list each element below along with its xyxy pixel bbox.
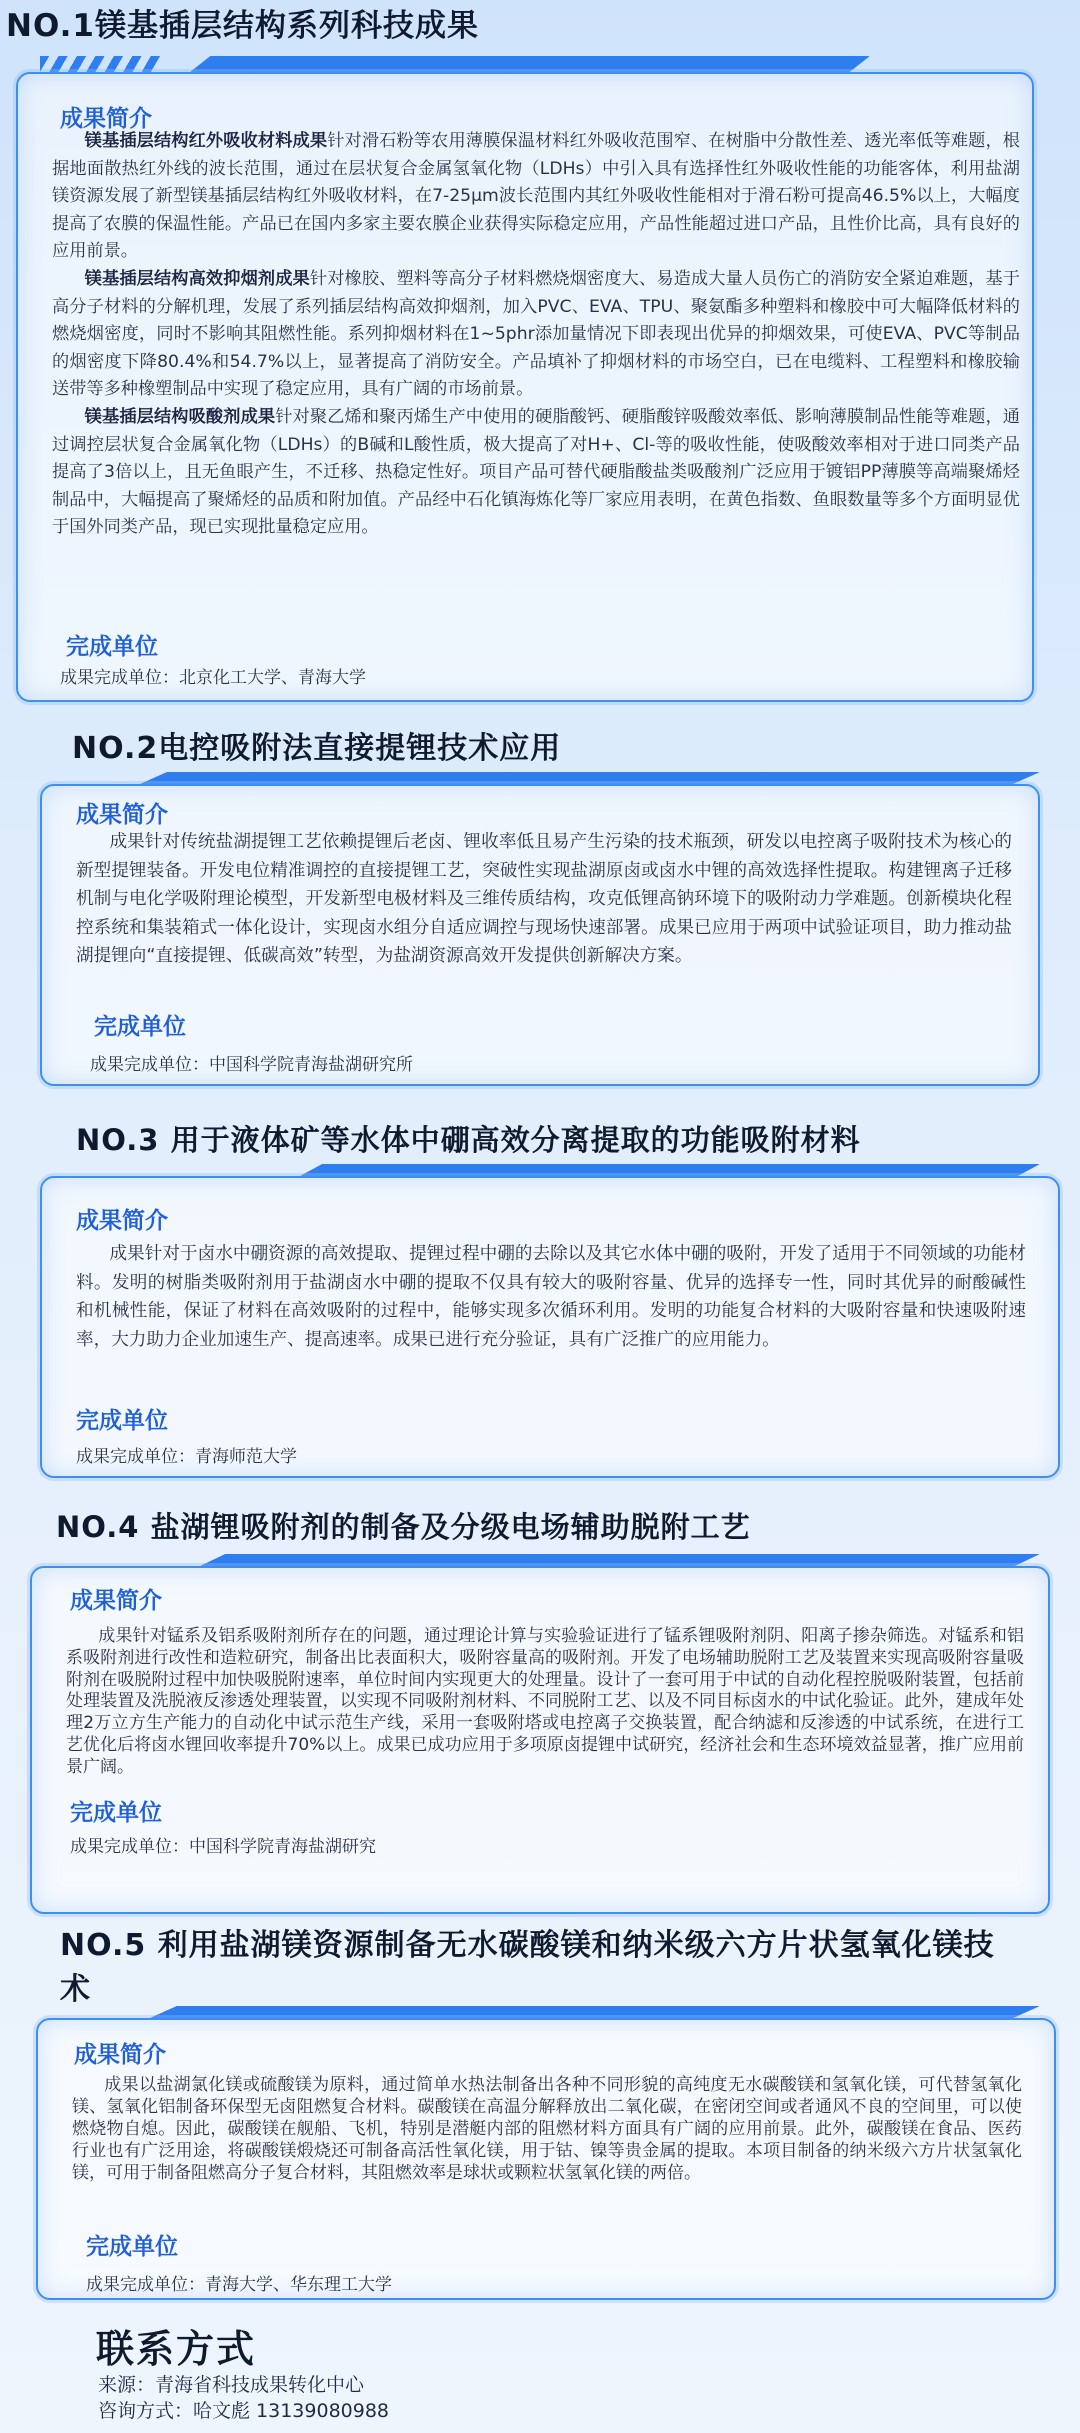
section-title: NO.4 盐湖锂吸附剂的制备及分级电场辅助脱附工艺 [56, 1510, 751, 1544]
paragraph-text: 成果以盐湖氯化镁或硫酸镁为原料，通过简单水热法制备出各种不同形貌的高纯度无水碳酸镁和氢氧化镁，可代替氢氧化镁、氢氧化铝制备环保型无卤阻燃复合材料。碳酸镁在高温分解释放出二氧化碳，在密闭空间或者通风不良的空间里，可以使燃烧物自熄。因此，碳酸镁在舰船、飞机，特别是潜艇内部的阻燃材料方面具有广阔的应用前景。此外，碳酸镁在食品、医药行业也有广泛用途，将碳酸镁煅烧还可制备高活性氧化镁，用于钴、镍等贵金属的提取。本项目制备的纳米级六方片状氢氧化镁，可用于制备阻燃高分子复合材料，其阻燃效率是球状或颗粒状氢氧化镁的两倍。 [72, 2075, 1022, 2183]
section-body [76, 828, 1012, 971]
section-unit-label: 完成单位 [76, 1408, 168, 1434]
section-intro-label: 成果简介 [70, 1588, 162, 1614]
section-intro-label: 成果简介 [74, 2042, 166, 2068]
section-unit-label: 完成单位 [86, 2234, 178, 2260]
section-unit-label: 完成单位 [70, 1800, 162, 1826]
section-body [52, 128, 1020, 542]
paragraph [52, 128, 1020, 266]
paragraph-lead: 镁基插层结构红外吸收材料成果 [84, 131, 328, 151]
decor-tab [150, 2006, 1040, 2018]
paragraph [72, 2074, 1022, 2184]
section-title: NO.2电控吸附法直接提锂技术应用 [72, 731, 562, 766]
paragraph-lead: 镁基插层结构吸酸剂成果 [84, 406, 276, 427]
section-body [66, 1626, 1024, 1779]
section-unit-label: 完成单位 [94, 1014, 186, 1040]
contact-source: 来源：青海省科技成果转化中心 [98, 2374, 365, 2396]
contact-consult: 咨询方式：哈文彪 13139080988 [98, 2400, 390, 2422]
paragraph-text: 成果针对于卤水中硼资源的高效提取、提锂过程中硼的去除以及其它水体中硼的吸附，开发了适用于不同领域的功能材料。发明的树脂类吸附剂用于盐湖卤水中硼的提取不仅具有较大的吸附容量、优异的选择专一性，同时其优异的耐酸碱性和机械性能，保证了材料在高效吸附的过程中，能够实现多次循环利用。发明的功能复合材料的大吸附容量和快速吸附速率，大力助力企业加速生产、提高速率。成果已进行充分验证，具有广泛推广的应用能力。 [76, 1244, 1026, 1350]
paragraph [66, 1626, 1024, 1779]
paragraph-text: 针对滑石粉等农用薄膜保温材料红外吸收范围窄、在树脂中分散性差、透光率低等难题，根据地面散热红外线的波长范围，通过在层状复合金属氢氧化物（LDHs）中引入具有选择性红外吸收性能的功能客体，利用盐湖镁资源发展了新型镁基插层结构红外吸收材料，在7-25μm波长范围内其红外吸收性能相对于滑石粉可提高46.5%以上，大幅度提高了农膜的保温性能。产品已在国内多家主要农膜企业获得实际稳定应用，产品性能超过进口产品，且性价比高，具有良好的应用前景。 [52, 131, 1020, 262]
section-unit-label: 完成单位 [66, 634, 158, 660]
paragraph [52, 404, 1020, 542]
section-title: NO.5 利用盐湖镁资源制备无水碳酸镁和纳米级六方片状氢氧化镁技术 [60, 1928, 995, 2007]
section-unit-text: 成果完成单位：青海师范大学 [76, 1447, 297, 1467]
section-title: NO.1镁基插层结构系列科技成果 [6, 8, 479, 44]
decor-tab [200, 1554, 1040, 1566]
decor-tab [140, 772, 1040, 784]
paragraph-text: 成果针对传统盐湖提锂工艺依赖提锂后老卤、锂收率低且易产生污染的技术瓶颈，研发以电控离子吸附技术为核心的新型提锂装备。开发电位精准调控的直接提锂工艺，突破性实现盐湖原卤或卤水中锂的高效选择性提取。构建锂离子迁移机制与电化学吸附理论模型，开发新型电极材料及三维传质结构，攻克低锂高钠环境下的吸附动力学难题。创新模块化程控系统和集装箱式一体化设计，实现卤水组分自适应调控与现场快速部署。成果已应用于两项中试验证项目，助力推动盐湖提锂向“直接提锂、低碳高效”转型，为盐湖资源高效开发提供创新解决方案。 [76, 832, 1012, 966]
paragraph-text: 成果针对锰系及铝系吸附剂所存在的问题，通过理论计算与实验验证进行了锰系锂吸附剂阴、阳离子掺杂筛选。对锰系和铝系吸附剂进行改性和造粒研究，制备出比表面积大，吸附容量高的吸附剂。开发了电场辅助脱附工艺及装置来实现高吸附容量吸附剂在吸脱附过程中加快吸脱附速率，单位时间内实现更大的处理量。设计了一套可用于中试的自动化程控脱吸附装置，包括前处理装置及洗脱液反渗透处理装置，以实现不同吸附剂材料、不同脱附工艺、以及不同目标卤水的中试化验证。此外，建成年处理2万立方生产能力的自动化中试示范生产线，采用一套吸附塔或电控离子交换装置，配合纳滤和反渗透的中试系统，在进行工艺优化后将卤水锂回收率提升70%以上。成果已成功应用于多项原卤提锂中试研究，经济社会和生态环境效益显著，推广应用前景广阔。 [66, 1626, 1024, 1777]
paragraph [52, 266, 1020, 404]
section-unit-text: 成果完成单位：中国科学院青海盐湖研究 [70, 1837, 376, 1857]
paragraph-text: 针对聚乙烯和聚丙烯生产中使用的硬脂酸钙、硬脂酸锌吸酸效率低、影响薄膜制品性能等难题，通过调控层状复合金属氧化物（LDHs）的B碱和L酸性质，极大提高了对H+、Cl-等的吸收性能，使吸酸效率相对于进口同类产品提高了3倍以上，且无鱼眼产生，不迁移、热稳定性好。项目产品可替代硬脂酸盐类吸酸剂广泛应用于镀铝PP薄膜等高端聚烯烃制品中，大幅提高了聚烯烃的品质和附加值。产品经中石化镇海炼化等厂家应用表明，在黄色指数、鱼眼数量等多个方面明显优于国外同类产品，现已实现批量稳定应用。 [52, 406, 1020, 538]
section-unit-text: 成果完成单位：中国科学院青海盐湖研究所 [90, 1055, 413, 1075]
paragraph-lead: 镁基插层结构高效抑烟剂成果 [84, 268, 310, 289]
decor-stripes [40, 56, 160, 72]
paragraph [76, 828, 1012, 971]
section-body [72, 2074, 1022, 2184]
decor-tab [300, 1164, 1040, 1176]
paragraph [76, 1240, 1026, 1354]
section-intro-label: 成果简介 [60, 106, 152, 132]
decor-tab [190, 56, 870, 72]
paragraph-text: 针对橡胶、塑料等高分子材料燃烧烟密度大、易造成大量人员伤亡的消防安全紧迫难题，基于高分子材料的分解机理，发展了系列插层结构高效抑烟剂，加入PVC、EVA、TPU、聚氨酯多种塑料和橡胶中可大幅降低材料的燃烧烟密度，同时不影响其阻燃性能。系列抑烟材料在1~5phr添加量情况下即表现出优异的抑烟效果，可使EVA、PVC等制品的烟密度下降80.4%和54.7%以上，显著提高了消防安全。产品填补了抑烟材料的市场空白，已在电缆料、工程塑料和橡胶输送带等多种橡塑制品中实现了稳定应用，具有广阔的市场前景。 [52, 268, 1020, 400]
contact-title: 联系方式 [96, 2327, 257, 2371]
section-unit-text: 成果完成单位：青海大学、华东理工大学 [86, 2275, 392, 2295]
section-intro-label: 成果简介 [76, 1208, 168, 1234]
section-body [76, 1240, 1026, 1354]
section-unit-text: 成果完成单位：北京化工大学、青海大学 [60, 668, 366, 688]
section-title: NO.3 用于液体矿等水体中硼高效分离提取的功能吸附材料 [76, 1123, 861, 1157]
section-intro-label: 成果简介 [76, 802, 168, 828]
